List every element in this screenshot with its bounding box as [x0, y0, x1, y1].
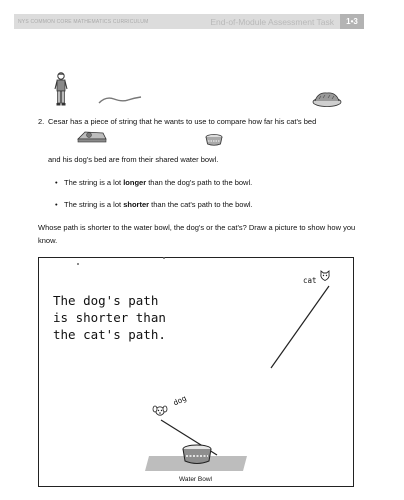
answer-line2: is shorter than: [53, 310, 166, 325]
bullet2-text-a: The string is a lot: [64, 200, 124, 209]
dog-face-icon: [152, 404, 168, 418]
lesson-badge: 1•3: [340, 14, 364, 29]
bullet-shorter: • The string is a lot shorter than the cat's path to the bowl.: [55, 200, 253, 209]
water-bowl-label: Water Bowl: [179, 476, 212, 483]
answer-box: [38, 257, 354, 487]
dog-bed-icon: [77, 129, 107, 143]
cat-label: cat: [303, 276, 317, 285]
cat-bed-icon: [312, 91, 342, 107]
answer-line3: the cat's path.: [53, 327, 166, 342]
problem-text-line1: Cesar has a piece of string that he wants to use to compare how far his cat's bed: [48, 117, 317, 126]
question-text: Whose path is shorter to the water bowl, the dog's or the cat's? Draw a picture to show how you know.: [38, 223, 356, 245]
bullet-longer: • The string is a lot longer than the dog's path to the bowl.: [55, 178, 253, 187]
string-icon: [98, 94, 142, 106]
problem-number: 2.: [38, 117, 45, 126]
cesar-boy-icon: [54, 72, 68, 106]
cat-face-icon: [319, 270, 331, 282]
problem-text-line2: and his dog's bed are from their shared water bowl.: [48, 155, 219, 164]
assessment-title: End-of-Module Assessment Task: [210, 17, 334, 27]
bullet2-emphasis: shorter: [123, 200, 150, 209]
answer-line1: The dog's path: [53, 293, 159, 308]
bullet1-emphasis: longer: [123, 178, 147, 187]
water-bowl-icon: [181, 444, 213, 466]
bullet1-text-b: than the dog's path to the bowl.: [146, 178, 253, 187]
bullet2-text-b: than the cat's path to the bowl.: [149, 200, 253, 209]
curriculum-label: NYS COMMON CORE MATHEMATICS CURRICULUM: [18, 18, 149, 25]
water-bowl-icon: [205, 134, 223, 146]
module-header: [14, 14, 364, 29]
dog-label: dog: [171, 393, 188, 408]
bullet1-text-a: The string is a lot: [64, 178, 124, 187]
